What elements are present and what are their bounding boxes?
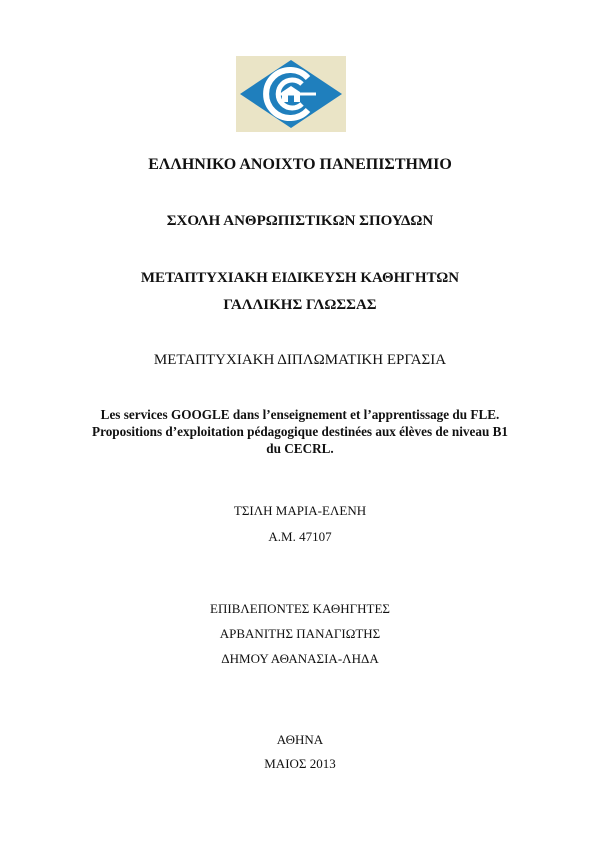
program-title-line1: ΜΕΤΑΠΤΥΧΙΑΚΗ ΕΙΔΙΚΕΥΣΗ ΚΑΘΗΓΗΤΩΝ	[140, 270, 460, 286]
thesis-type: ΜΕΤΑΠΤΥΧΙΑΚΗ ΔΙΠΛΩΜΑΤΙΚΗ ΕΡΓΑΣΙΑ	[153, 352, 447, 368]
thesis-title: Les services GOOGLE dans l’enseignement et l’apprentissage du FLE. Propositions d’exploitation pédagogique destinées aux élèves de niveau B1 du CECRL.	[92, 407, 508, 456]
author-name: ΤΣΙΛΗ ΜΑΡΙΑ-ΕΛΕΝΗ	[233, 503, 367, 518]
supervisor-name: ΔΗΜΟΥ ΑΘΑΝΑΣΙΑ-ΛΗΔΑ	[221, 651, 379, 666]
supervisors-heading: ΕΠΙΒΛΕΠΟΝΤΕΣ ΚΑΘΗΓΗΤΕΣ	[210, 601, 390, 616]
school-name: ΣΧΟΛΗ ΑΝΘΡΩΠΙΣΤΙΚΩΝ ΣΠΟΥΔΩΝ	[166, 213, 434, 229]
registration-number: Α.Μ. 47107	[268, 529, 332, 544]
date: ΜΑΙΟΣ 2013	[264, 756, 336, 771]
university-emblem-icon	[236, 56, 346, 132]
supervisor-name: ΑΡΒΑΝΙΤΗΣ ΠΑΝΑΓΙΩΤΗΣ	[219, 626, 381, 641]
program-title-line2: ΓΑΛΛΙΚΗΣ ΓΛΩΣΣΑΣ	[223, 297, 377, 313]
city: ΑΘΗΝΑ	[276, 732, 324, 747]
university-name: ΕΛΛΗΝΙΚΟ ΑΝΟΙΧΤΟ ΠΑΝΕΠΙΣΤΗΜΙΟ	[148, 156, 452, 173]
